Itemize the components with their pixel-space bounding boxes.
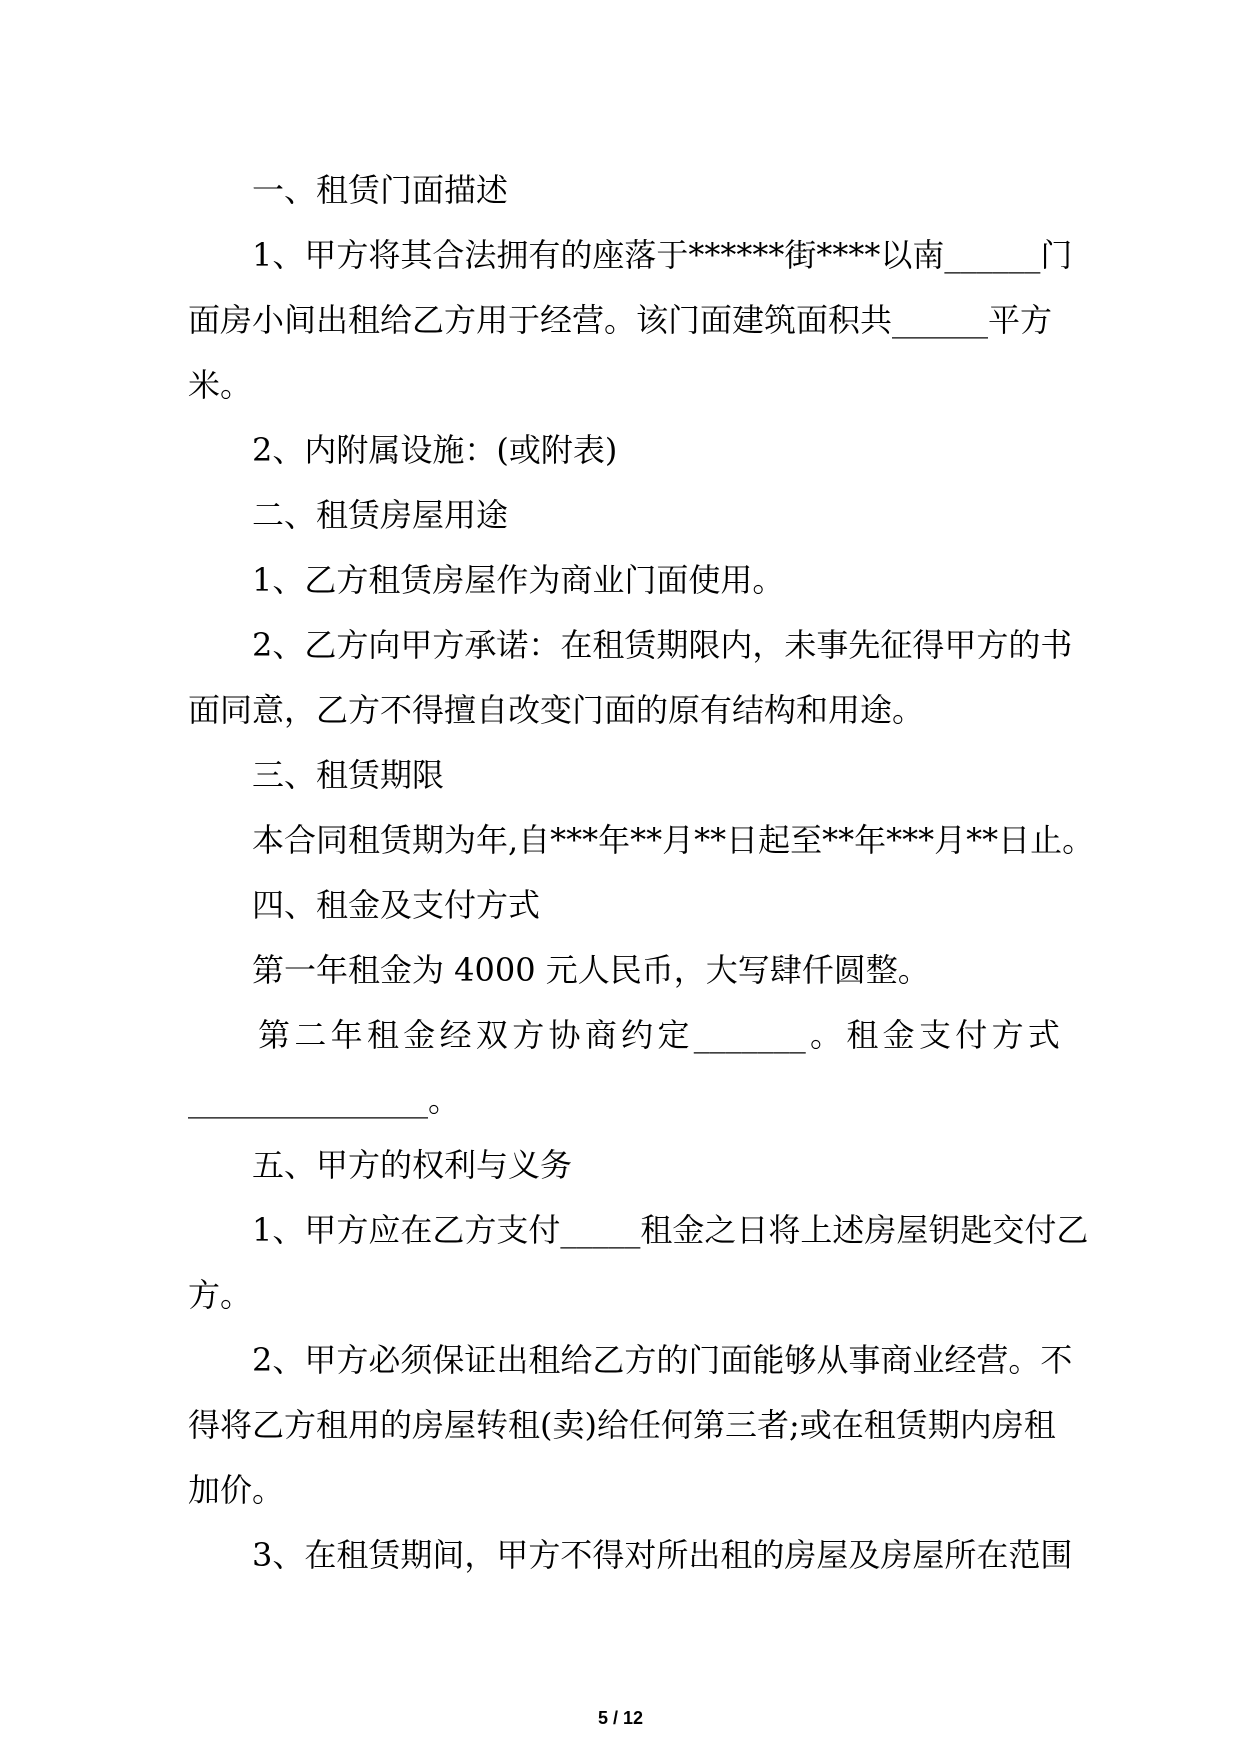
text-char: 支 (918, 1016, 951, 1054)
text-char: 式 (1027, 1016, 1060, 1054)
text-char: 金 (882, 1016, 915, 1054)
text-char: 商 (584, 1016, 617, 1054)
text-char: 经 (439, 1016, 472, 1054)
document-body (188, 158, 1095, 1588)
paragraph-line: 1、甲方应在乙方支付_____租金之日将上述房屋钥匙交付乙 (252, 1211, 1089, 1249)
paragraph-line: 3、在租赁期间，甲方不得对所出租的房屋及房屋所在范围 (252, 1536, 1073, 1574)
text-char: 租 (366, 1016, 399, 1054)
paragraph-line: _______________。 (188, 1081, 461, 1119)
paragraph-line-justified (188, 1003, 1060, 1068)
text-char: 第 (258, 1016, 291, 1054)
paragraph-line: 面房小间出租给乙方用于经营。该门面建筑面积共______平方 (188, 301, 1053, 339)
text-char: 年 (330, 1016, 363, 1054)
paragraph-line: 2、甲方必须保证出租给乙方的门面能够从事商业经营。不 (252, 1341, 1073, 1379)
paragraph-line: 方。 (188, 1276, 253, 1314)
section-heading-2: 二、租赁房屋用途 (252, 496, 509, 534)
blank-underline: _______ (693, 1016, 806, 1054)
paragraph-line: 1、甲方将其合法拥有的座落于******街****以南______门 (252, 236, 1073, 274)
page-number: 5 / 12 (597, 1708, 644, 1728)
section-heading-5: 五、甲方的权利与义务 (252, 1146, 573, 1184)
paragraph-line: 加价。 (188, 1471, 285, 1509)
text-char: 双 (475, 1016, 508, 1054)
paragraph-line: 第一年租金为 4000 元人民币，大写肆仟圆整。 (252, 951, 930, 989)
section-heading-4: 四、租金及支付方式 (252, 886, 541, 924)
text-char: 方 (991, 1016, 1024, 1054)
text-char: 金 (403, 1016, 436, 1054)
text-char: 租 (846, 1016, 879, 1054)
text-char: 二 (294, 1016, 327, 1054)
paragraph-line: 2、乙方向甲方承诺：在租赁期限内，未事先征得甲方的书 (252, 626, 1073, 664)
paragraph-line: 本合同租赁期为年,自***年**月**日起至**年***月**日止。 (252, 821, 1095, 859)
section-heading-3: 三、租赁期限 (252, 756, 445, 794)
paragraph-line: 面同意，乙方不得擅自改变门面的原有结构和用途。 (188, 691, 925, 729)
text-char: 约 (621, 1016, 654, 1054)
paragraph-line: 得将乙方租用的房屋转租(卖)给任何第三者;或在租赁期内房租 (188, 1406, 1056, 1444)
paragraph-line: 1、乙方租赁房屋作为商业门面使用。 (252, 561, 785, 599)
text-char: 协 (548, 1016, 581, 1054)
text-char: 。 (810, 1016, 843, 1054)
text-char: 方 (512, 1016, 545, 1054)
section-heading-1: 一、租赁门面描述 (252, 171, 509, 209)
text-char: 定 (657, 1016, 690, 1054)
text-char: 付 (955, 1016, 988, 1054)
paragraph-line: 米。 (188, 366, 253, 404)
paragraph-line: 2、内附属设施：(或附表) (252, 431, 618, 469)
